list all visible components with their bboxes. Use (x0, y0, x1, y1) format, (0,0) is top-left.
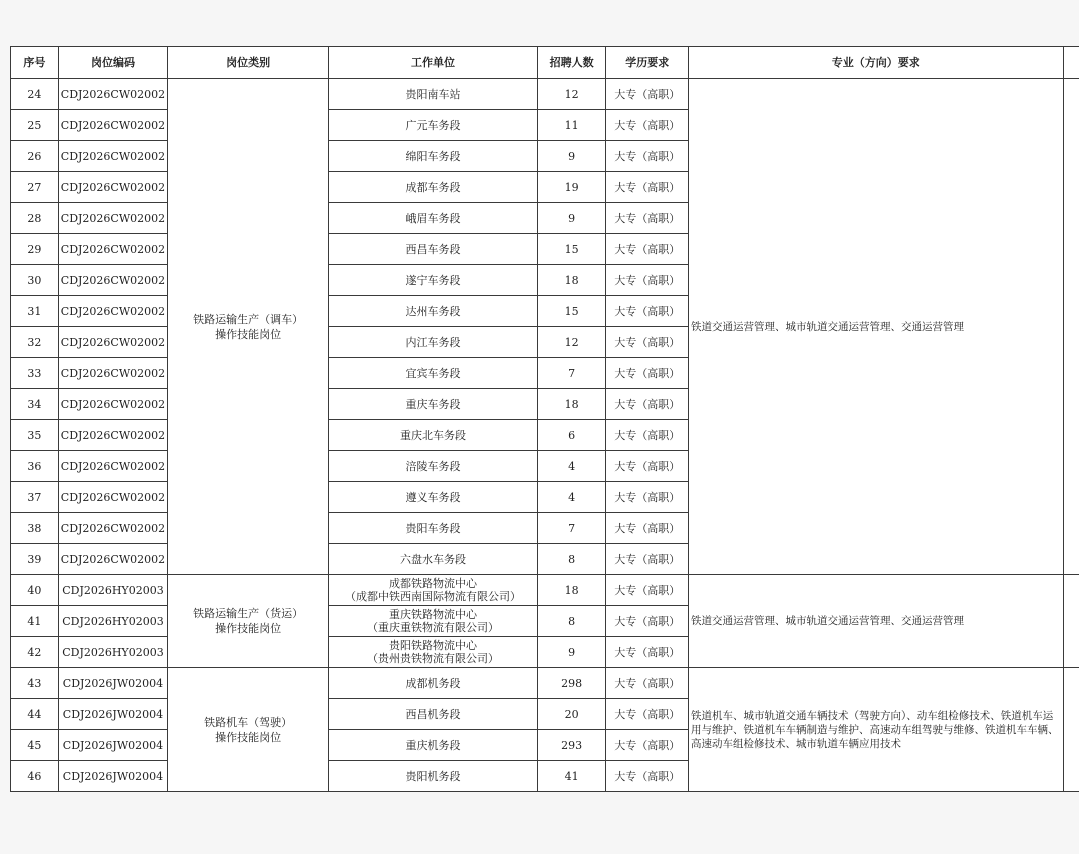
position-code: CDJ2026HY02003 (58, 575, 167, 606)
row-number: 24 (11, 79, 59, 110)
recruit-count: 15 (537, 296, 606, 327)
work-unit (329, 327, 538, 358)
position-category (168, 79, 329, 575)
position-category-line: 操作技能岗位 (215, 622, 282, 635)
position-code: CDJ2026CW02002 (58, 296, 167, 327)
recruit-count: 11 (537, 110, 606, 141)
row-number: 29 (11, 234, 59, 265)
header-code: 岗位编码 (58, 47, 167, 79)
recruit-count: 9 (537, 141, 606, 172)
position-category-line: 操作技能岗位 (215, 327, 282, 341)
work-unit-line: 内江车务段 (405, 335, 461, 349)
recruit-count: 15 (537, 234, 606, 265)
work-unit-line: 绵阳车务段 (405, 149, 461, 163)
table-row (11, 575, 1079, 606)
row-number: 33 (11, 358, 59, 389)
education-requirement: 大专（高职） (606, 544, 689, 575)
education-requirement: 大专（高职） (606, 637, 689, 668)
position-category-line: 铁路机车（驾驶） (204, 715, 293, 729)
education-requirement: 大专（高职） (606, 513, 689, 544)
position-code: CDJ2026JW02004 (58, 668, 167, 699)
work-unit (329, 265, 538, 296)
work-unit-line: 贵阳南车站 (405, 87, 461, 101)
header-unit: 工作单位 (329, 47, 538, 79)
education-requirement: 大专（高职） (606, 668, 689, 699)
position-code: CDJ2026CW02002 (58, 358, 167, 389)
major-requirement: 铁道交通运营管理、城市轨道交通运营管理、交通运营管理 (689, 575, 1063, 668)
education-requirement: 大专（高职） (606, 79, 689, 110)
position-code: CDJ2026CW02002 (58, 451, 167, 482)
position-code: CDJ2026JW02004 (58, 699, 167, 730)
education-requirement: 大专（高职） (606, 699, 689, 730)
row-number: 43 (11, 668, 59, 699)
position-code: CDJ2026CW02002 (58, 172, 167, 203)
row-number: 32 (11, 327, 59, 358)
table-body (11, 79, 1079, 792)
position-code: CDJ2026CW02002 (58, 513, 167, 544)
position-category (168, 575, 329, 668)
row-number: 39 (11, 544, 59, 575)
position-code: CDJ2026CW02002 (58, 389, 167, 420)
major-requirement: 铁道机车、城市轨道交通车辆技术（驾驶方向）、动车组检修技术、铁道机车运用与维护、铁道机车车辆制造与维护、高速动车组驾驶与维修、铁道机车车辆、高速动车组检修技术、城市轨道车辆应用技术 (689, 668, 1063, 792)
education-requirement: 大专（高职） (606, 296, 689, 327)
work-unit-line: 成都铁路物流中心 (388, 577, 477, 590)
work-unit-line: （重庆重铁物流有限公司） (366, 621, 499, 634)
work-unit-line: 达州车务段 (405, 304, 461, 318)
work-unit (329, 482, 538, 513)
work-unit (329, 544, 538, 575)
position-code: CDJ2026CW02002 (58, 79, 167, 110)
education-requirement: 大专（高职） (606, 575, 689, 606)
position-code: CDJ2026CW02002 (58, 110, 167, 141)
work-unit-line: 贵阳车务段 (405, 521, 461, 535)
work-unit (329, 389, 538, 420)
work-unit-line: 重庆铁路物流中心 (388, 608, 477, 621)
row-number: 37 (11, 482, 59, 513)
row-number: 41 (11, 606, 59, 637)
work-unit (329, 668, 538, 699)
work-unit-line: 峨眉车务段 (405, 211, 461, 225)
work-unit-line: 贵阳铁路物流中心 (388, 639, 477, 652)
work-unit-line: 六盘水车务段 (399, 552, 466, 566)
header-education: 学历要求 (606, 47, 689, 79)
extra-column-cell (1063, 79, 1079, 575)
position-code: CDJ2026CW02002 (58, 327, 167, 358)
position-category-line: 操作技能岗位 (215, 730, 282, 744)
education-requirement: 大专（高职） (606, 761, 689, 792)
work-unit-line: 遵义车务段 (405, 490, 461, 504)
position-code: CDJ2026HY02003 (58, 606, 167, 637)
row-number: 28 (11, 203, 59, 234)
row-number: 38 (11, 513, 59, 544)
recruitment-table-wrapper (10, 46, 1079, 792)
position-code: CDJ2026CW02002 (58, 544, 167, 575)
recruitment-table (10, 46, 1079, 792)
position-code: CDJ2026CW02002 (58, 265, 167, 296)
extra-column-cell (1063, 575, 1079, 668)
position-category-line: 铁路运输生产（货运） (193, 607, 304, 620)
work-unit (329, 110, 538, 141)
position-category-line: 铁路运输生产（调车） (193, 312, 304, 326)
education-requirement: 大专（高职） (606, 451, 689, 482)
education-requirement: 大专（高职） (606, 110, 689, 141)
header-no: 序号 (11, 47, 59, 79)
education-requirement: 大专（高职） (606, 265, 689, 296)
education-requirement: 大专（高职） (606, 389, 689, 420)
position-code: CDJ2026CW02002 (58, 482, 167, 513)
work-unit (329, 234, 538, 265)
education-requirement: 大专（高职） (606, 730, 689, 761)
header-row (11, 47, 1079, 79)
table-row (11, 668, 1079, 699)
work-unit-line: 成都机务段 (405, 676, 461, 690)
recruit-count: 9 (537, 203, 606, 234)
work-unit-line: 广元车务段 (405, 118, 461, 132)
education-requirement: 大专（高职） (606, 327, 689, 358)
position-code: CDJ2026HY02003 (58, 637, 167, 668)
table-row (11, 79, 1079, 110)
work-unit-line: 涪陵车务段 (405, 459, 461, 473)
education-requirement: 大专（高职） (606, 358, 689, 389)
work-unit-line: 重庆北车务段 (399, 428, 466, 442)
recruit-count: 298 (537, 668, 606, 699)
recruit-count: 7 (537, 358, 606, 389)
position-code: CDJ2026JW02004 (58, 761, 167, 792)
row-number: 31 (11, 296, 59, 327)
work-unit (329, 358, 538, 389)
recruit-count: 4 (537, 451, 606, 482)
recruit-count: 18 (537, 265, 606, 296)
recruit-count: 4 (537, 482, 606, 513)
education-requirement: 大专（高职） (606, 420, 689, 451)
recruit-count: 41 (537, 761, 606, 792)
work-unit (329, 79, 538, 110)
row-number: 35 (11, 420, 59, 451)
work-unit (329, 203, 538, 234)
work-unit-line: 遂宁车务段 (405, 273, 461, 287)
row-number: 36 (11, 451, 59, 482)
extra-column-cell (1063, 668, 1079, 792)
header-count: 招聘人数 (537, 47, 606, 79)
position-category (168, 668, 329, 792)
work-unit (329, 637, 538, 668)
header-major: 专业（方向）要求 (689, 47, 1063, 79)
row-number: 26 (11, 141, 59, 172)
recruit-count: 7 (537, 513, 606, 544)
work-unit-line: 重庆机务段 (405, 738, 461, 752)
work-unit-line: （贵州贵铁物流有限公司） (366, 652, 499, 665)
header-category: 岗位类别 (168, 47, 329, 79)
position-code: CDJ2026JW02004 (58, 730, 167, 761)
row-number: 34 (11, 389, 59, 420)
work-unit-line: 宜宾车务段 (405, 366, 461, 380)
row-number: 40 (11, 575, 59, 606)
recruit-count: 19 (537, 172, 606, 203)
row-number: 27 (11, 172, 59, 203)
recruit-count: 18 (537, 389, 606, 420)
recruit-count: 8 (537, 606, 606, 637)
work-unit-line: 成都车务段 (405, 180, 461, 194)
position-code: CDJ2026CW02002 (58, 420, 167, 451)
position-code: CDJ2026CW02002 (58, 203, 167, 234)
education-requirement: 大专（高职） (606, 482, 689, 513)
work-unit-line: 西昌车务段 (405, 242, 461, 256)
work-unit-line: 重庆车务段 (405, 397, 461, 411)
work-unit-line: 贵阳机务段 (405, 769, 461, 783)
position-code: CDJ2026CW02002 (58, 141, 167, 172)
work-unit (329, 575, 538, 606)
education-requirement: 大专（高职） (606, 141, 689, 172)
row-number: 42 (11, 637, 59, 668)
row-number: 46 (11, 761, 59, 792)
work-unit (329, 699, 538, 730)
education-requirement: 大专（高职） (606, 606, 689, 637)
recruit-count: 20 (537, 699, 606, 730)
row-number: 45 (11, 730, 59, 761)
row-number: 25 (11, 110, 59, 141)
row-number: 44 (11, 699, 59, 730)
work-unit (329, 606, 538, 637)
education-requirement: 大专（高职） (606, 234, 689, 265)
recruit-count: 293 (537, 730, 606, 761)
education-requirement: 大专（高职） (606, 172, 689, 203)
recruit-count: 9 (537, 637, 606, 668)
position-code: CDJ2026CW02002 (58, 234, 167, 265)
work-unit (329, 513, 538, 544)
header-extra-column (1063, 47, 1079, 79)
work-unit (329, 730, 538, 761)
recruit-count: 8 (537, 544, 606, 575)
major-requirement: 铁道交通运营管理、城市轨道交通运营管理、交通运营管理 (689, 79, 1063, 575)
recruit-count: 12 (537, 79, 606, 110)
work-unit (329, 420, 538, 451)
recruit-count: 6 (537, 420, 606, 451)
education-requirement: 大专（高职） (606, 203, 689, 234)
row-number: 30 (11, 265, 59, 296)
work-unit (329, 451, 538, 482)
work-unit (329, 141, 538, 172)
work-unit (329, 296, 538, 327)
recruit-count: 18 (537, 575, 606, 606)
work-unit-line: （成都中铁西南国际物流有限公司） (344, 590, 521, 603)
recruit-count: 12 (537, 327, 606, 358)
work-unit-line: 西昌机务段 (405, 707, 461, 721)
work-unit (329, 172, 538, 203)
work-unit (329, 761, 538, 792)
